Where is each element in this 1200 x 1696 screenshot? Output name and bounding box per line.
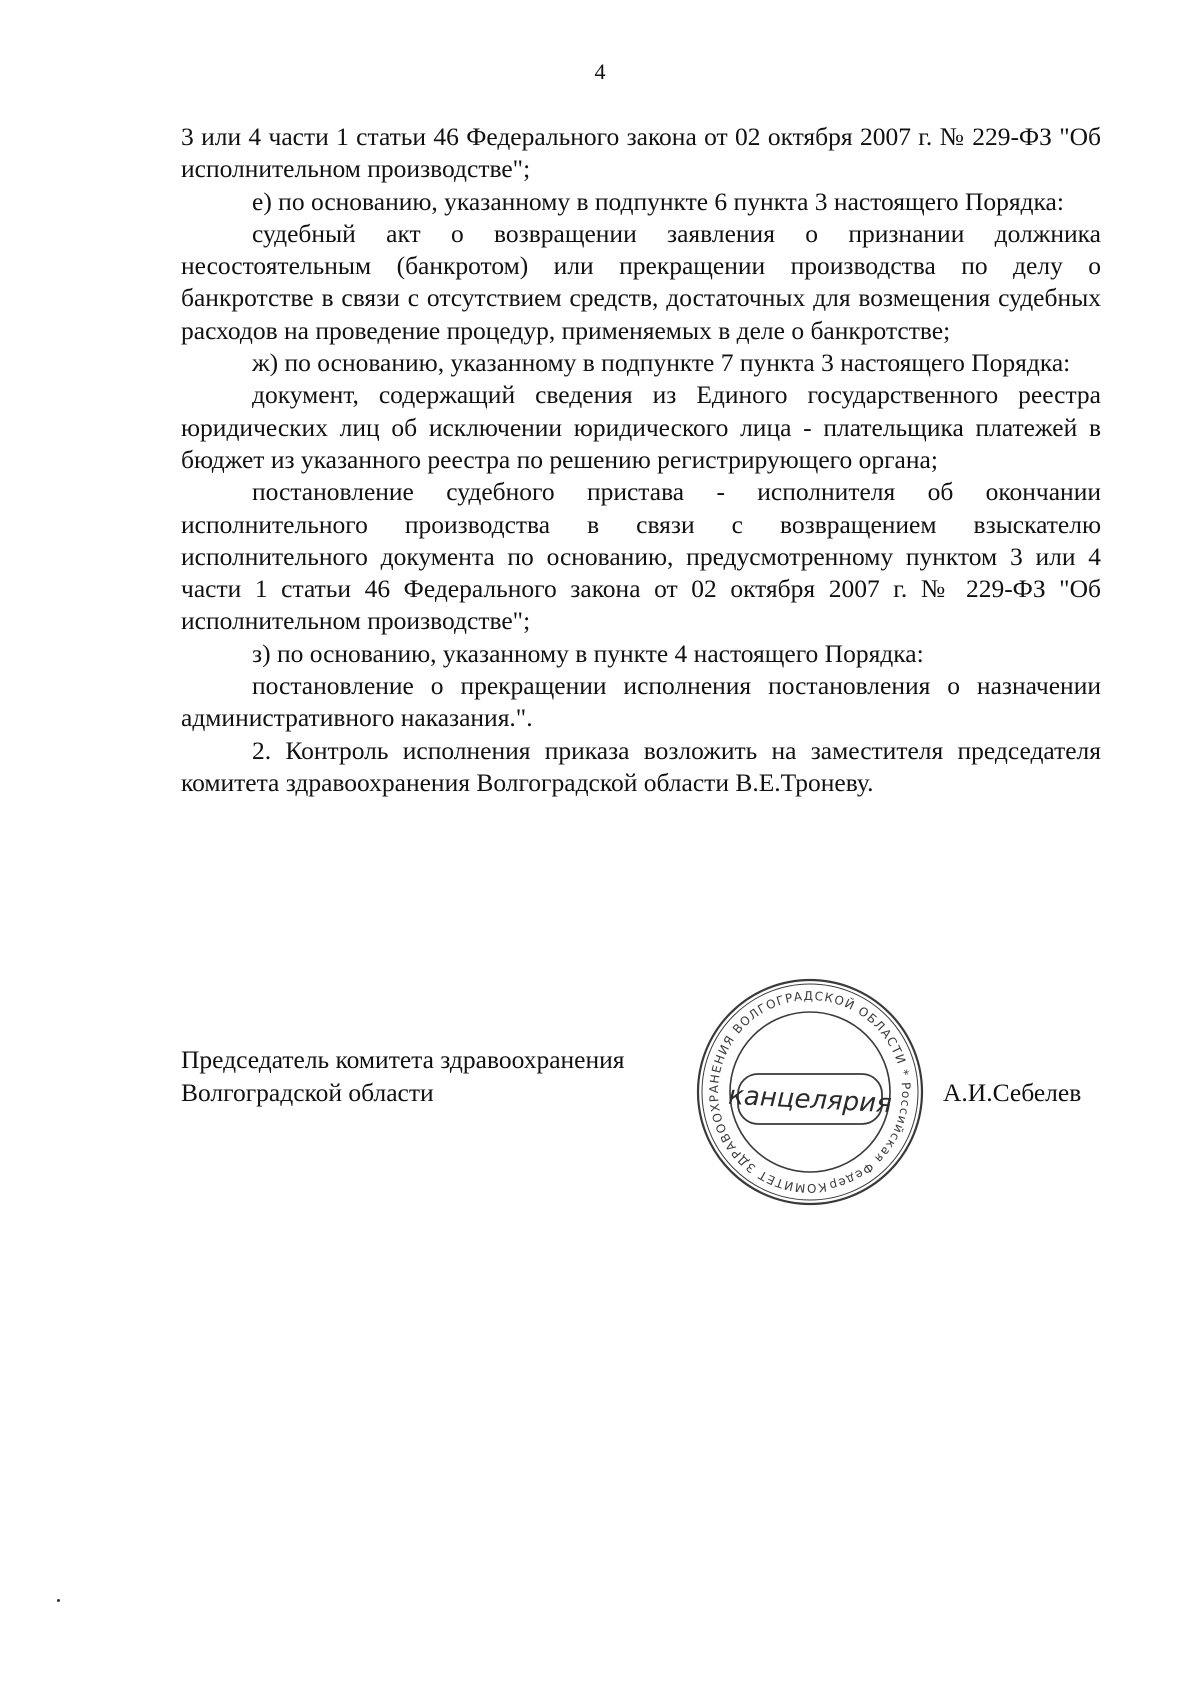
paragraph-item-e: е) по основанию, указанному в подпункте 6 пункта 3 настоящего Порядка: [252, 186, 1064, 216]
page-number: 4 [594, 59, 606, 84]
paragraph-registry-document: документ, содержащий сведения из Единого государственного реестра юридических лиц об исключении юридического лица - плательщика платежей в бюджет из указанного реестра по решению регистрирующего органа; [181, 380, 1101, 474]
paragraph-control-clause: 2. Контроль исполнения приказа возложить на заместителя председателя комитета здравоохранения Волгоградской области В.Е.Троневу. [181, 735, 1101, 797]
stamp-ring-text: КОМИТЕТ ЗДРАВООХРАНЕНИЯ ВОЛГОГРАДСКОЙ ОБЛАСТИ * Российская Федерация [706, 988, 914, 1196]
paragraph-bailiff-resolution: постановление судебного пристава - исполнителя об окончании исполнительного производства в связи с возвращением взыскателю исполнительного документа по основанию, предусмотренному пунктом 3 или 4 части 1 статьи 46 Федерального закона от 02 октября 2007 г. № 229-ФЗ "Об исполнительном производстве"; [181, 477, 1101, 636]
paragraph-item-zh: ж) по основанию, указанному в подпункте 7 пункта 3 настоящего Порядка: [252, 348, 1071, 378]
signatory-position-line-2: Волгоградской области [181, 1077, 434, 1107]
office-seal-stamp [694, 976, 926, 1208]
paragraph-continuation: 3 или 4 части 1 статьи 46 Федерального закона от 02 октября 2007 г. № 229-ФЗ "Об исполнительном производстве"; [181, 122, 1101, 184]
document-body [181, 121, 1101, 799]
signatory-name: А.И.Себелев [943, 1078, 1082, 1107]
scan-speck [57, 1599, 60, 1602]
paragraph-termination-resolution: постановление о прекращении исполнения постановления о назначении административного наказания.". [181, 671, 1101, 733]
paragraph-court-act: судебный акт о возвращении заявления о признании должника несостоятельным (банкротом) или прекращении производства по делу о банкротстве в связи с отсутствием средств, достаточных для возмещения судебных расходов на проведение процедур, применяемых в деле о банкротстве; [181, 218, 1101, 345]
signatory-position [181, 1044, 625, 1109]
stamp-center-text: канцелярия [727, 1080, 893, 1120]
signatory-position-line-1: Председатель комитета здравоохранения [181, 1045, 625, 1074]
paragraph-item-z: з) по основанию, указанному в пункте 4 настоящего Порядка: [252, 638, 924, 668]
